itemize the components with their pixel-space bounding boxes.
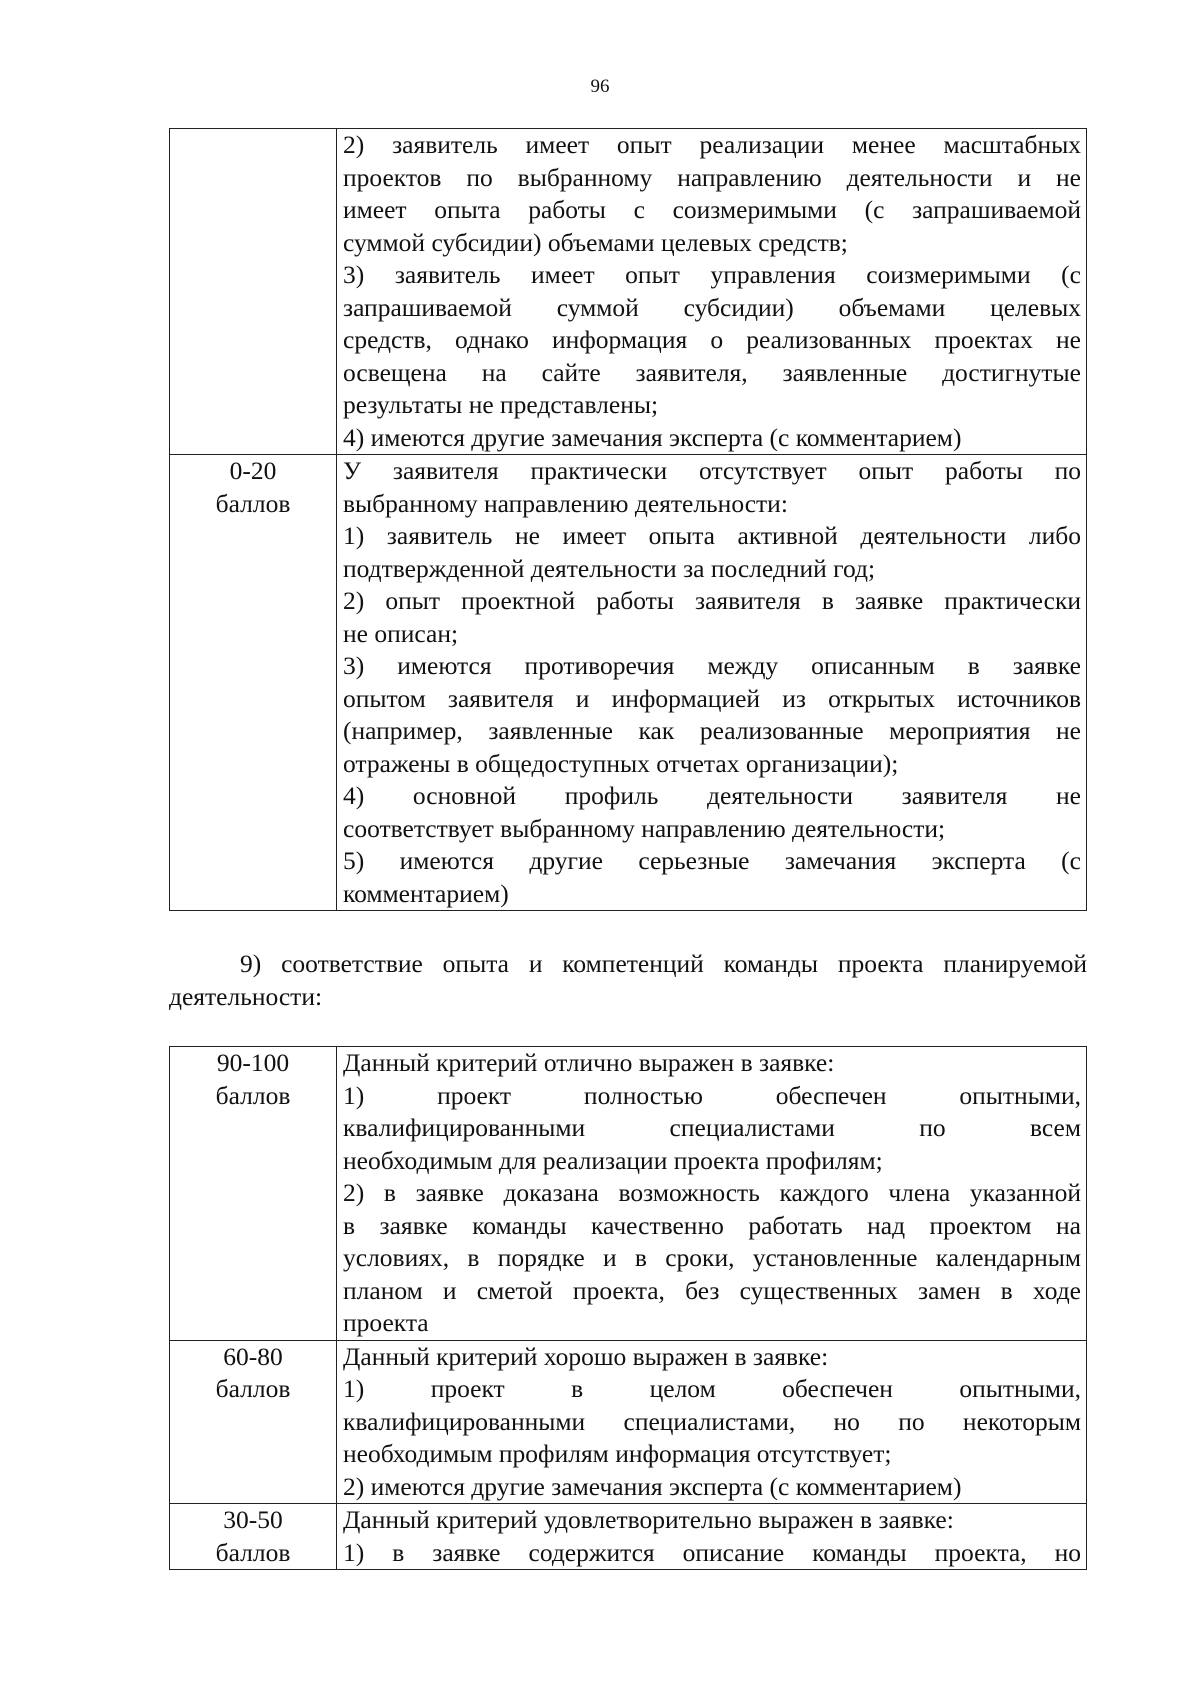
description-line: выбранному направлению деятельности: — [343, 488, 788, 518]
description-line: результаты не представлены; — [343, 390, 659, 419]
description-line: 2) в заявке доказана возможность каждого члена указанной — [343, 1178, 1081, 1207]
description-line: 3) имеются противоречия между описанным в заявке — [343, 651, 1081, 680]
description-line: необходимым для реализации проекта профилям; — [343, 1145, 883, 1175]
description-line: квалифицированными специалистами по всем — [343, 1113, 1081, 1142]
description-cell — [337, 1340, 1087, 1504]
description-line: Данный критерий удовлетворительно выражен в заявке: — [343, 1505, 954, 1534]
description-line: в заявке команды качественно работать над проектом на — [343, 1210, 1081, 1240]
description-line: У заявителя практически отсутствует опыт работы по — [343, 456, 1081, 485]
description-line: 3) заявитель имеет опыт управления соизмеримыми (с — [343, 260, 1081, 289]
description-line: комментарием) — [343, 878, 509, 908]
score-unit: баллов — [215, 1374, 291, 1403]
description-line: Данный критерий хорошо выражен в заявке: — [343, 1341, 829, 1371]
description-line: не описан; — [343, 618, 459, 648]
criteria-row — [170, 1340, 1087, 1504]
score-range: 90-100 — [216, 1048, 290, 1077]
description-cell — [337, 455, 1087, 911]
score-unit: баллов — [215, 1080, 291, 1110]
description-line: квалифицированными специалистами, но по некоторым — [343, 1406, 1081, 1436]
description-line: 1) заявитель не имеет опыта активной деятельности либо — [343, 521, 1081, 550]
description-line: подтвержденной деятельности за последний год; — [343, 553, 876, 583]
score-cell — [170, 455, 337, 911]
criteria-row — [170, 1504, 1087, 1570]
criterion-9-heading — [169, 948, 1087, 981]
description-line: соответствует выбранному направлению деятельности; — [343, 813, 946, 843]
criterion-9-heading-cont — [169, 981, 1087, 1014]
score-cell — [170, 1047, 337, 1341]
score-unit: баллов — [215, 1537, 291, 1567]
score-cell — [170, 129, 337, 455]
description-line: 4) имеются другие замечания эксперта (с комментарием) — [343, 422, 962, 452]
description-line: отражены в общедоступных отчетах организации); — [343, 748, 899, 778]
description-line: условиях, в порядке и в сроки, установленные календарным — [343, 1243, 1081, 1272]
criteria-row — [170, 129, 1087, 455]
criterion-9-heading-line-2: деятельности: — [169, 982, 323, 1011]
description-line: суммой субсидии) объемами целевых средств; — [343, 227, 848, 257]
description-line: 2) имеются другие замечания эксперта (с комментарием) — [343, 1471, 962, 1501]
description-line: запрашиваемой суммой субсидии) объемами целевых — [343, 292, 1081, 322]
page-number: 96 — [590, 76, 610, 97]
description-line: 1) проект в целом обеспечен опытными, — [343, 1374, 1081, 1403]
score-range: 0-20 — [229, 456, 277, 485]
description-line: имеет опыта работы с соизмеримыми (с запрашиваемой — [343, 195, 1081, 224]
description-line: 1) проект полностью обеспечен опытными, — [343, 1080, 1081, 1110]
criteria-row — [170, 1047, 1087, 1341]
description-line: 1) в заявке содержится описание команды проекта, но — [343, 1537, 1081, 1567]
score-range: 60-80 — [223, 1341, 283, 1371]
description-line: 2) опыт проектной работы заявителя в заявке практически — [343, 586, 1081, 615]
score-cell — [170, 1340, 337, 1504]
description-line: планом и сметой проекта, без существенных замен в ходе — [343, 1275, 1081, 1305]
score-unit: баллов — [215, 488, 291, 518]
description-cell — [337, 129, 1087, 455]
description-line: проекта — [343, 1308, 429, 1337]
description-line: средств, однако информация о реализованных проектах не — [343, 325, 1081, 354]
description-line: 5) имеются другие серьезные замечания эксперта (с — [343, 846, 1081, 875]
description-line: 2) заявитель имеет опыт реализации менее масштабных — [343, 130, 1081, 159]
criteria-table-9 — [169, 1046, 1087, 1570]
description-line: освещена на сайте заявителя, заявленные достигнутые — [343, 357, 1081, 387]
description-cell — [337, 1047, 1087, 1341]
score-range: 30-50 — [223, 1505, 283, 1534]
description-cell — [337, 1504, 1087, 1570]
score-cell — [170, 1504, 337, 1570]
description-line: (например, заявленные как реализованные мероприятия не — [343, 716, 1081, 745]
description-line: необходимым профилям информация отсутствует; — [343, 1439, 892, 1468]
criteria-row — [170, 455, 1087, 911]
description-line: опытом заявителя и информацией из открытых источников — [343, 683, 1081, 713]
criteria-table-8-continued — [169, 128, 1087, 911]
description-line: 4) основной профиль деятельности заявителя не — [343, 781, 1081, 810]
criterion-9-heading-line-1: 9) соответствие опыта и компетенций команды проекта планируемой — [240, 949, 1087, 978]
description-line: проектов по выбранному направлению деятельности и не — [343, 162, 1081, 192]
description-line: Данный критерий отлично выражен в заявке: — [343, 1048, 835, 1077]
